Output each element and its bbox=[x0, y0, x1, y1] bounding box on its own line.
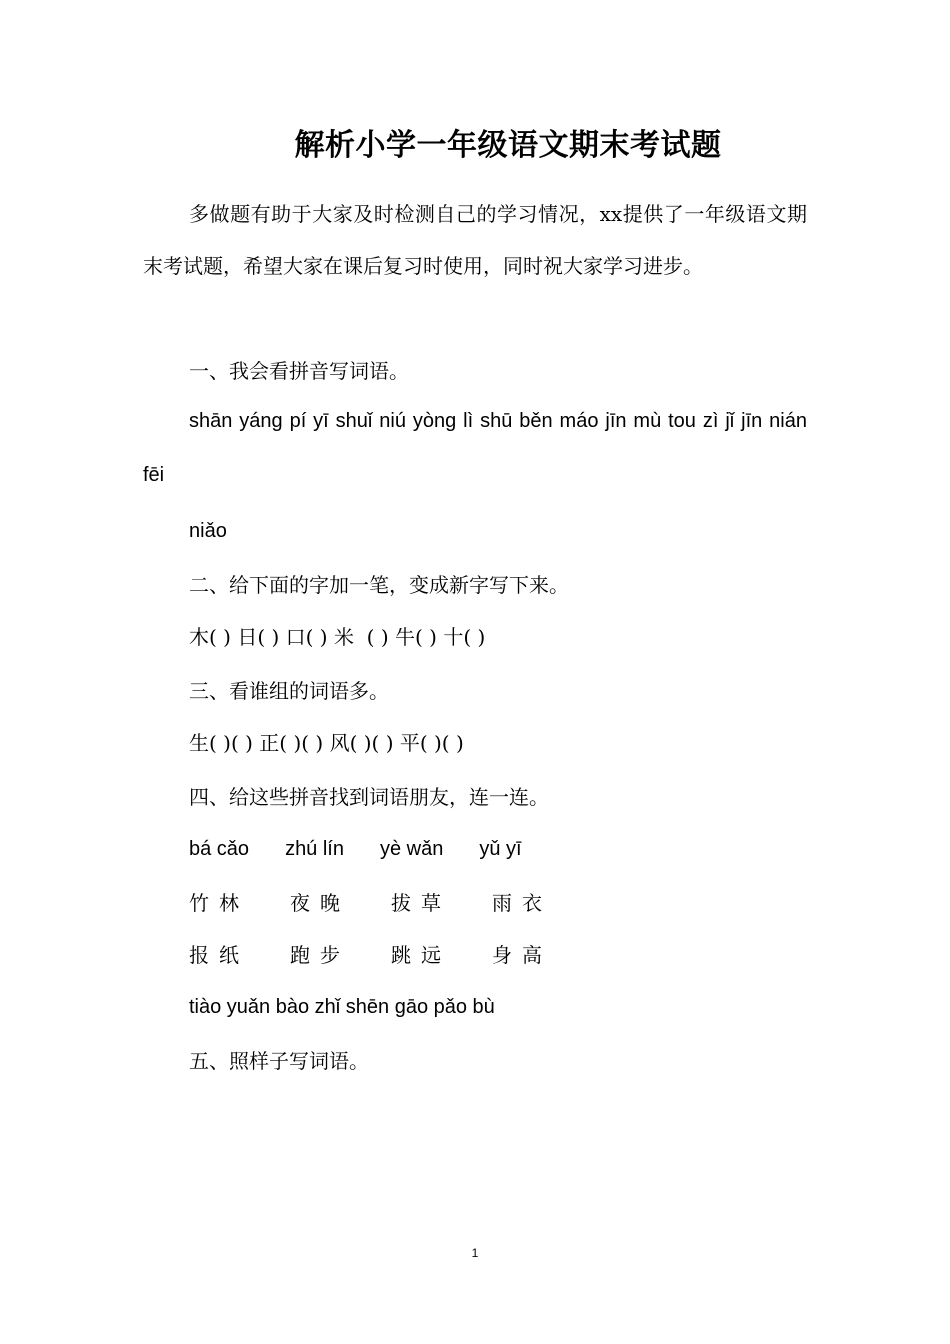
word-item: 竹林 bbox=[189, 891, 249, 915]
section4-words-row2 bbox=[189, 940, 593, 970]
word-item: 跳远 bbox=[391, 943, 451, 967]
word-item: 跑步 bbox=[290, 943, 350, 967]
section1-heading: 一、我会看拼音写词语。 bbox=[189, 359, 409, 383]
pinyin-item: yǔ yī bbox=[479, 838, 522, 860]
word-item: 拔草 bbox=[391, 891, 451, 915]
section3-items: 生( )( ) 正( )( ) 风( )( ) 平( )( ) bbox=[189, 731, 464, 755]
section4-words-row1 bbox=[189, 888, 593, 918]
word-item: 报纸 bbox=[189, 943, 249, 967]
section5-heading: 五、照样子写词语。 bbox=[189, 1049, 369, 1073]
section4-pinyin-row2: tiào yuǎn bào zhǐ shēn gāo pǎo bù bbox=[189, 996, 495, 1018]
word-item: 雨衣 bbox=[492, 891, 552, 915]
section4-heading: 四、给这些拼音找到词语朋友，连一连。 bbox=[189, 785, 549, 809]
page-number: 1 bbox=[471, 1246, 479, 1260]
word-item: 身高 bbox=[492, 943, 552, 967]
section2-heading: 二、给下面的字加一笔，变成新字写下来。 bbox=[189, 573, 569, 597]
section3-heading: 三、看谁组的词语多。 bbox=[189, 679, 389, 703]
pinyin-item: yè wǎn bbox=[380, 838, 444, 860]
word-item: 夜晚 bbox=[290, 891, 350, 915]
section1-pinyin-cont: niǎo bbox=[189, 520, 227, 542]
document-title: 解析小学一年级语文期末考试题 bbox=[294, 128, 722, 163]
pinyin-item: zhú lín bbox=[285, 838, 344, 860]
section2-items: 木( ) 日( ) 口( ) 米 ( ) 牛( ) 十( ) bbox=[189, 625, 486, 649]
section1-pinyin: shān yáng pí yī shuǐ niú yòng lì shū běn máo jīn mù tou zì jǐ jīn nián fēi bbox=[143, 410, 807, 486]
section4-pinyin-row1 bbox=[189, 834, 558, 864]
intro-paragraph: 多做题有助于大家及时检测自己的学习情况，xx提供了一年级语文期末考试题，希望大家在课后复习时使用，同时祝大家学习进步。 bbox=[143, 202, 807, 278]
pinyin-item: bá cǎo bbox=[189, 838, 250, 860]
